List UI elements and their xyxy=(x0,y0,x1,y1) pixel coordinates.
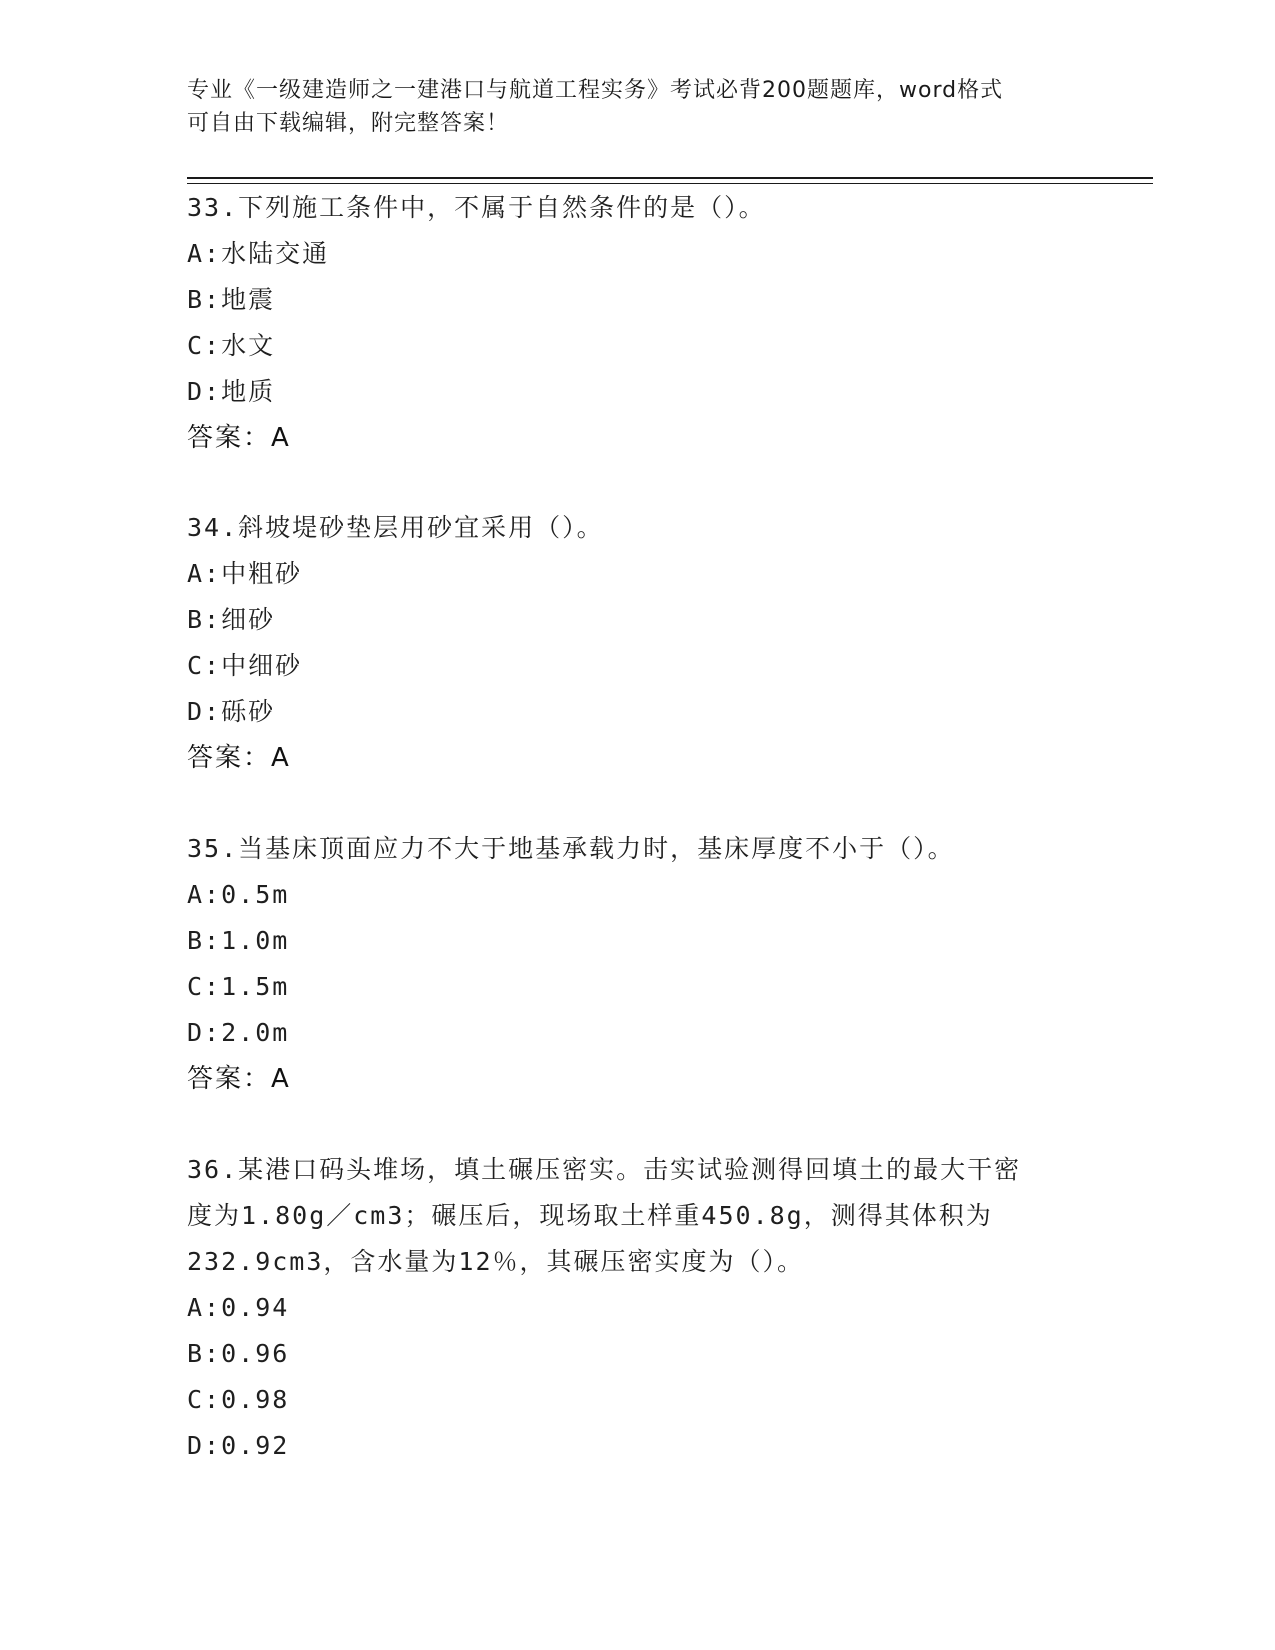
option-d: D:地质 xyxy=(187,377,276,406)
header-line-1: 专业《一级建造师之一建港口与航道工程实务》考试必背200题题库，word格式 xyxy=(187,78,1004,103)
option-a: A:0.94 xyxy=(187,1293,290,1322)
option-a: A:0.5m xyxy=(187,880,290,909)
option-c: C:水文 xyxy=(187,331,276,360)
answer: 答案：A xyxy=(187,743,291,773)
question-text-line-1: 36.某港口码头堆场，填土碾压密实。击实试验测得回填土的最大干密 xyxy=(187,1155,1022,1184)
question-35 xyxy=(187,826,1087,1102)
header-divider-thin xyxy=(187,183,1153,184)
question-36 xyxy=(187,1147,1087,1469)
question-33 xyxy=(187,185,1087,461)
question-text: 35.当基床顶面应力不大于地基承载力时，基床厚度不小于（）。 xyxy=(187,834,955,863)
option-d: D:2.0m xyxy=(187,1018,290,1047)
option-a: A:中粗砂 xyxy=(187,559,303,588)
header-divider-thick xyxy=(187,177,1153,179)
question-text-line-2: 度为1.80g／cm3；碾压后，现场取土样重450.8g，测得其体积为 xyxy=(187,1201,993,1230)
option-b: B:1.0m xyxy=(187,926,290,955)
option-b: B:地震 xyxy=(187,285,276,314)
option-c: C:中细砂 xyxy=(187,651,303,680)
answer: 答案：A xyxy=(187,1064,291,1094)
option-a: A:水陆交通 xyxy=(187,239,330,268)
option-b: B:0.96 xyxy=(187,1339,290,1368)
option-d: D:砾砂 xyxy=(187,697,276,726)
option-d: D:0.92 xyxy=(187,1431,290,1460)
question-text: 33.下列施工条件中，不属于自然条件的是（）。 xyxy=(187,193,766,222)
question-text: 34.斜坡堤砂垫层用砂宜采用（）。 xyxy=(187,513,604,542)
question-34 xyxy=(187,505,1087,781)
option-b: B:细砂 xyxy=(187,605,276,634)
header-line-2: 可自由下载编辑，附完整答案！ xyxy=(187,111,510,136)
option-c: C:0.98 xyxy=(187,1385,290,1414)
document-header xyxy=(187,74,1087,140)
question-text-line-3: 232.9cm3，含水量为12％，其碾压密实度为（）。 xyxy=(187,1247,805,1276)
option-c: C:1.5m xyxy=(187,972,290,1001)
answer: 答案：A xyxy=(187,423,291,453)
